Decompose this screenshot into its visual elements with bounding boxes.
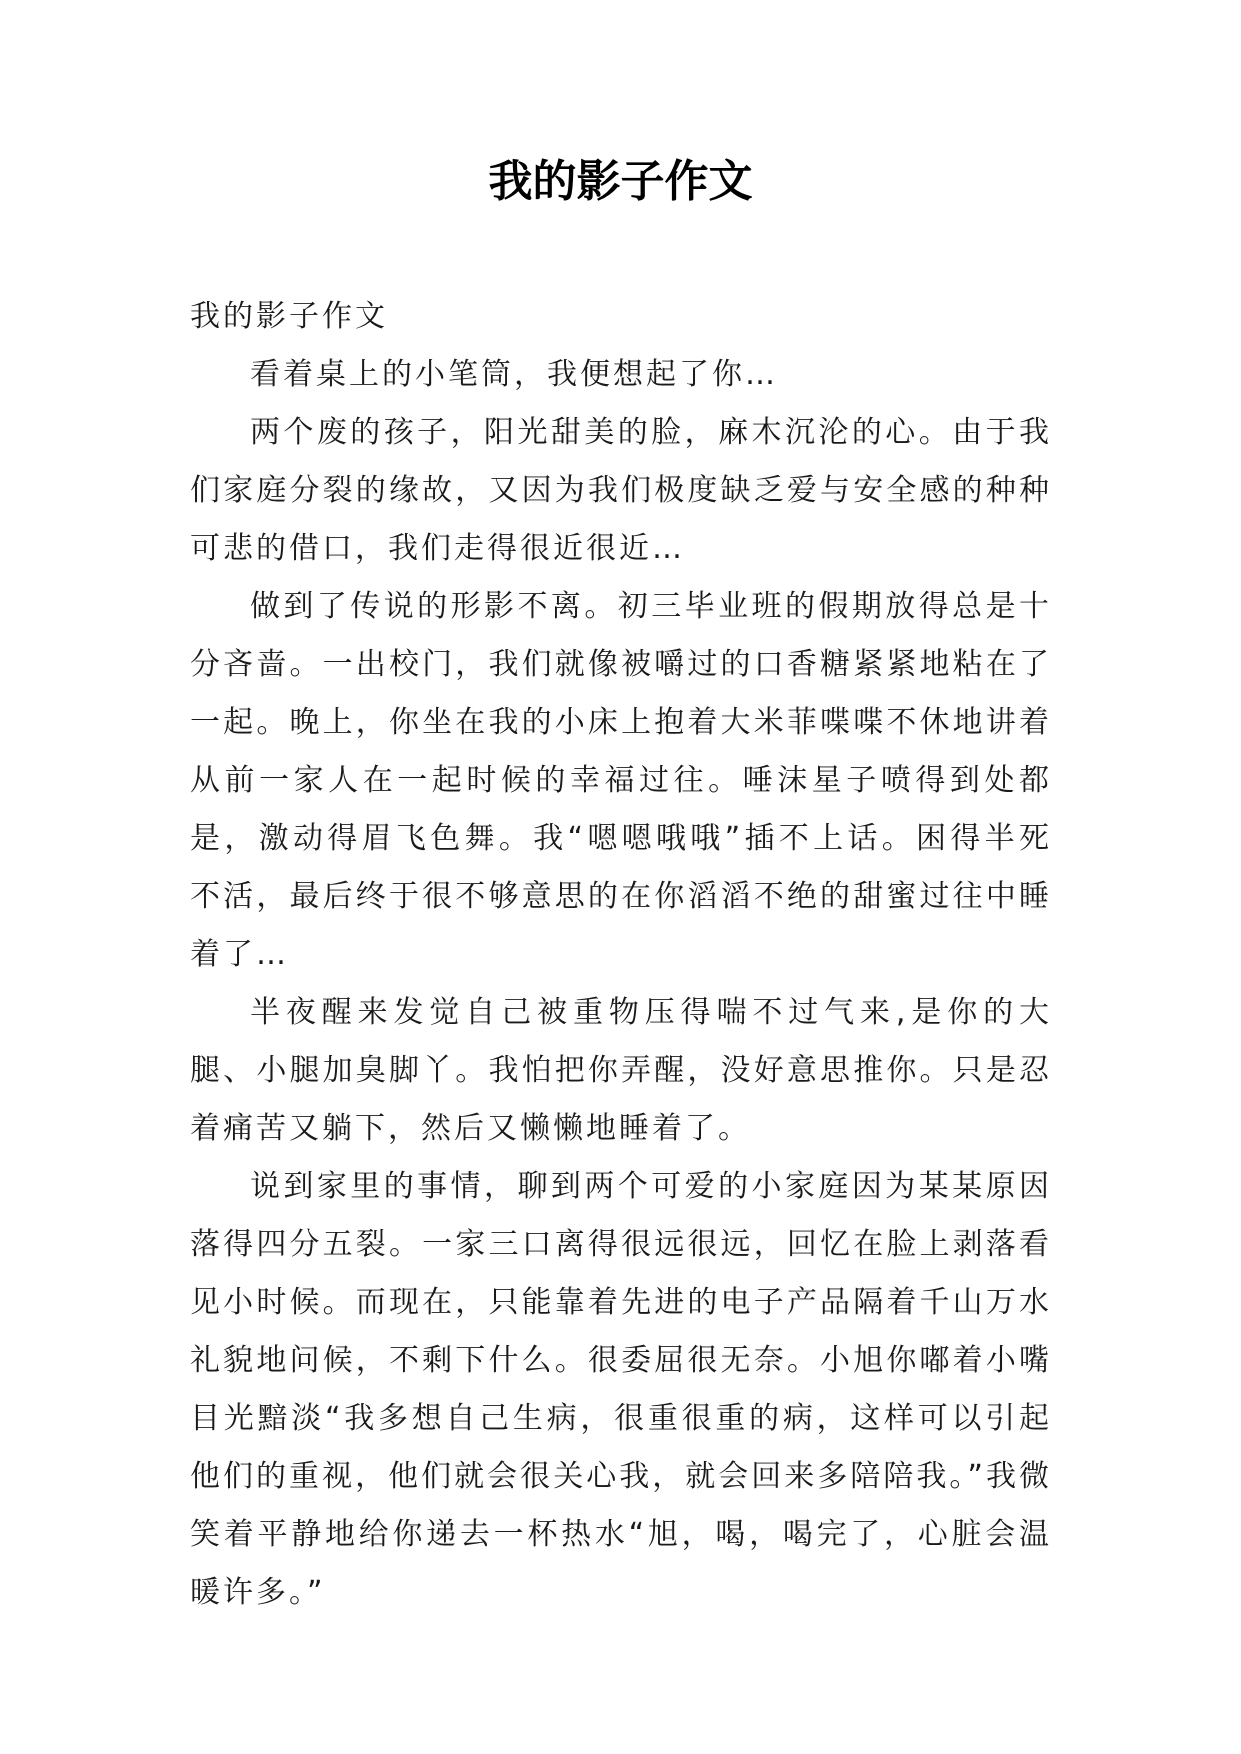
document-title: 我的影子作文	[488, 156, 753, 207]
document-subtitle: 我的影子作文	[190, 299, 388, 334]
paragraph-5: 说到家里的事情，聊到两个可爱的小家庭因为某某原因落得四分五裂。一家三口离得很远很远，回忆在脸上剥落看见小时候。而现在，只能靠着先进的电子产品隔着千山万水礼貌地问候，不剩下什么。很委屈很无奈。小旭你嘟着小嘴目光黯淡“我多想自己生病，很重很重的病，这样可以引起他们的重视，他们就会很关心我，就会回来多陪陪我。”我微笑着平静地给你递去一杯热水“旭，喝，喝完了，心脏会温暖许多。”	[190, 1169, 1052, 1610]
paragraph-3: 做到了传说的形影不离。初三毕业班的假期放得总是十分吝啬。一出校门，我们就像被嚼过的口香糖紧紧地粘在了一起。晚上，你坐在我的小床上抱着大米菲喋喋不休地讲着从前一家人在一起时候的幸福过往。唾沫星子喷得到处都是，激动得眉飞色舞。我“嗯嗯哦哦”插不上话。困得半死不活，最后终于很不够意思的在你滔滔不绝的甜蜜过往中睡着了…	[190, 589, 1052, 972]
document-body	[190, 288, 1052, 1622]
paragraph-4: 半夜醒来发觉自己被重物压得喘不过气来,是你的大腿、小腿加臭脚丫。我怕把你弄醒，没好意思推你。只是忍着痛苦又躺下，然后又懒懒地睡着了。	[190, 995, 1052, 1146]
paragraph-2: 两个废的孩子，阳光甜美的脸，麻木沉沦的心。由于我们家庭分裂的缘故，又因为我们极度缺乏爱与安全感的种种可悲的借口，我们走得很近很近…	[190, 415, 1052, 566]
paragraph-1: 看着桌上的小笔筒，我便想起了你…	[250, 357, 778, 392]
